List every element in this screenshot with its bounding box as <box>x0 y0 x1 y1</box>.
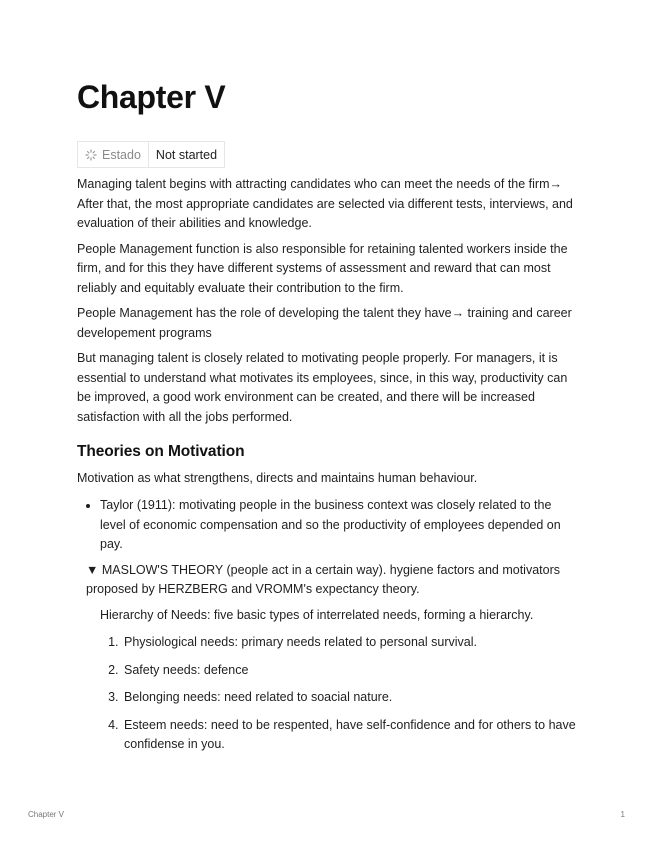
property-value[interactable]: Not started <box>155 147 218 162</box>
list-item: • Taylor (1911): motivating people in the business context was closely related to the level of economic compensation and so the productivity of employees depended on pay. <box>100 496 577 555</box>
paragraph: But managing talent is closely related to motivating people properly. For managers, it is essential to understand what motivates its employees, since, in this way, productivity can be improved, a good work environment can be created, and there will be increased satisfaction with all the jobs performed. <box>77 351 568 424</box>
toggle-block[interactable] <box>86 561 577 755</box>
property-name-label: Estado <box>102 147 141 162</box>
paragraph: People Management function is also responsible for retaining talented workers inside the firm, and for this they have different systems of assessment and reward that can most reliably and equitably evaluate their contribution to the firm. <box>77 241 568 295</box>
property-row[interactable] <box>77 141 225 168</box>
paragraph: People Management has the role of developing the talent they have→ training and career developement programs <box>77 306 572 340</box>
numbered-list <box>100 633 577 755</box>
footer-title: Chapter V <box>28 810 65 819</box>
toggle-text: MASLOW'S THEORY (people act in a certain way). hygiene factors and motivators proposed by HERZBERG and VROMM's expectancy theory. <box>86 562 561 596</box>
toggle-content <box>86 606 577 755</box>
list-item: 1. Physiological needs: primary needs related to personal survival. <box>122 633 577 653</box>
bullet-list <box>77 496 577 555</box>
page-number: 1 <box>620 810 625 819</box>
list-item: 3. Belonging needs: need related to soacial nature. <box>122 688 577 708</box>
section-intro: Motivation as what strengthens, directs and maintains human behaviour. <box>77 470 478 485</box>
status-loading-icon <box>85 149 97 161</box>
document-body <box>77 175 577 763</box>
list-item: 4. Esteem needs: need to be respented, have self-confidence and for others to have confidense in you. <box>122 716 577 755</box>
list-item: 2. Safety needs: defence <box>122 661 577 681</box>
toggle-header[interactable] <box>86 561 577 600</box>
toggle-arrow-icon[interactable]: ▼ <box>86 562 99 577</box>
paragraph: Managing talent begins with attracting candidates who can meet the needs of the firm→ After that, the most appropriate candidates are selected via different tests, interviews, and evaluation of their abilities and knowledge. <box>77 177 573 230</box>
toggle-subtext: Hierarchy of Needs: five basic types of interrelated needs, forming a hierarchy. <box>100 607 534 622</box>
page-title: Chapter V <box>77 79 226 115</box>
property-name <box>78 142 149 167</box>
section-heading: Theories on Motivation <box>77 443 245 460</box>
